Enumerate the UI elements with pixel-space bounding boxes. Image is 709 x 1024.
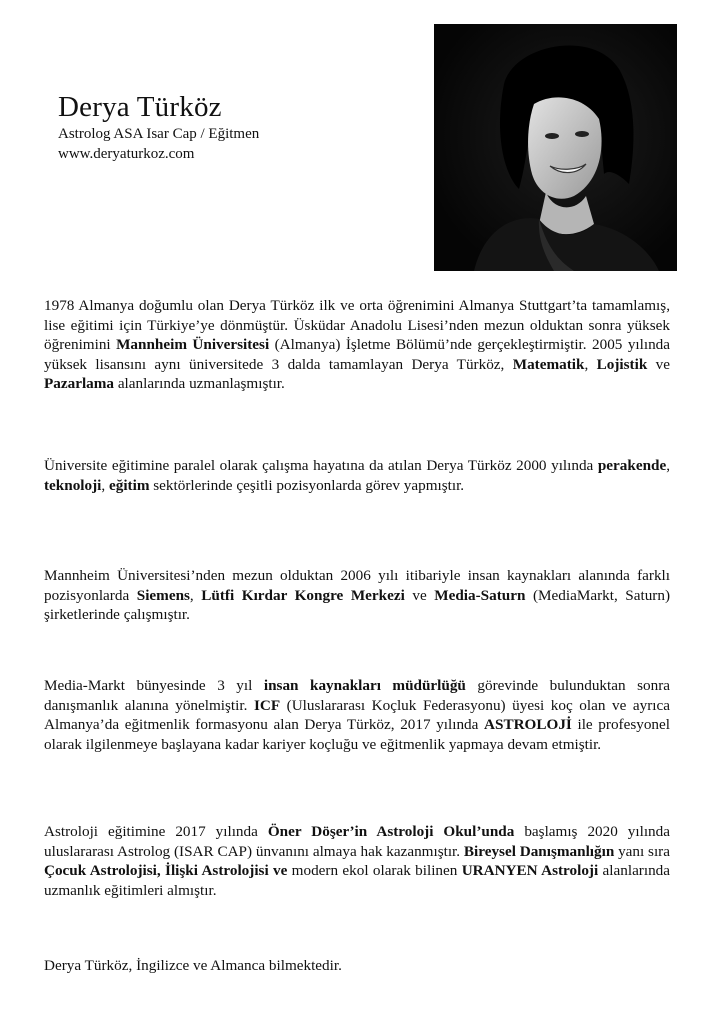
bold-text: ASTROLOJİ: [484, 716, 572, 734]
portrait-photo-icon: [434, 24, 677, 271]
bold-text: Mannheim Üniversitesi: [116, 336, 270, 354]
text-run: Media-Markt bünyesinde 3 yıl: [44, 677, 264, 694]
person-title: Astrolog ASA Isar Cap / Eğitmen: [58, 126, 260, 142]
text-run: (MediaMarkt, Saturn) şirketlerinde çalışmıştır.: [44, 586, 671, 624]
bio-paragraph: [44, 456, 670, 495]
text-run: ,: [666, 457, 670, 474]
text-run: 1978 Almanya doğumlu olan Derya Türköz ilk ve orta öğrenimini Almanya Stuttgart’ta tamamlamış, lise eğitimi için Türkiye’ye dönmüştür. Üsküdar Anadolu Lisesi’nden mezun olduktan sonra yüksek öğrenimini: [44, 297, 670, 354]
text-run: ,: [101, 476, 109, 494]
bold-text: URANYEN Astroloji: [461, 862, 599, 880]
text-run: Astroloji eğitimine 2017 yılında: [44, 823, 268, 840]
text-run: Derya Türköz, İngilizce ve Almanca bilmektedir.: [44, 957, 342, 974]
bold-text: Lütfi Kırdar Kongre Merkezi: [201, 586, 405, 604]
bold-text: teknoloji: [44, 476, 102, 494]
bold-text: Çocuk Astrolojisi, İlişki Astrolojisi ve: [44, 862, 288, 880]
bold-text: perakende: [597, 457, 667, 474]
bold-text: Öner Döşer’in Astroloji Okul’unda: [267, 823, 515, 840]
bold-text: Matematik: [512, 355, 585, 373]
bio-paragraph: [44, 566, 670, 625]
text-run: Üniversite eğitimine paralel olarak çalışma hayatına da atılan Derya Türköz 2000 yılında: [44, 457, 598, 474]
text-run: (Almanya) İşletme Bölümü’nde gerçekleştirmiştir. 2005 yılında yüksek lisansını aynı üniversitede 3 dalda tamamlayan Derya Türköz,: [44, 336, 670, 373]
bold-text: eğitim: [108, 476, 150, 494]
text-run: alanlarında uzmanlaşmıştır.: [114, 375, 285, 393]
bold-text: Media-Saturn: [434, 586, 526, 604]
text-run: ,: [584, 355, 597, 373]
bold-text: Pazarlama: [44, 375, 115, 393]
bold-text: Siemens: [136, 586, 190, 604]
text-run: (Uluslararası Koçluk Federasyonu) üyesi koç olan ve ayrıca Almanya’da eğitmenlik formasyonu alan Derya Türköz, 2017 yılında: [44, 696, 671, 734]
bio-paragraph: [44, 676, 670, 754]
text-run: ve: [404, 586, 435, 604]
bold-text: Bireysel Danışmanlığın: [463, 842, 615, 860]
person-name: Derya Türköz: [58, 91, 222, 123]
text-run: ve: [647, 355, 670, 373]
text-run: sektörlerinde çeşitli pozisyonlarda görev yapmıştır.: [149, 476, 465, 494]
bio-paragraph: [44, 822, 670, 900]
text-run: ,: [189, 586, 202, 604]
bio-paragraph: [44, 296, 670, 394]
bold-text: insan kaynakları müdürlüğü: [263, 677, 466, 694]
text-run: modern ekol olarak bilinen: [287, 862, 462, 880]
text-run: ile profesyonel olarak ilgilenmeye başlayana kadar kariyer koçluğu ve eğitmenlik yapmaya devam etmiştir.: [44, 716, 670, 753]
portrait-photo: [434, 24, 677, 271]
text-run: Mannheim Üniversitesi’nden mezun olduktan 2006 yılı itibariyle insan kaynakları alanında farklı pozisyonlarda: [44, 567, 670, 604]
website-link[interactable]: www.deryaturkoz.com: [58, 146, 195, 162]
text-run: görevinde bulunduktan sonra danışmanlık alanına yönelmiştir.: [44, 677, 670, 714]
bold-text: ICF: [253, 696, 281, 714]
text-run: yanı sıra: [614, 842, 670, 860]
text-run: alanlarında uzmanlık eğitimleri almıştır.: [44, 862, 671, 899]
bio-paragraph: [44, 956, 342, 976]
text-run: başlamış 2020 yılında uluslararası Astrolog (ISAR CAP) ünvanını almaya hak kazanmıştır.: [44, 823, 670, 860]
header: [58, 90, 259, 164]
bold-text: Lojistik: [596, 355, 648, 373]
